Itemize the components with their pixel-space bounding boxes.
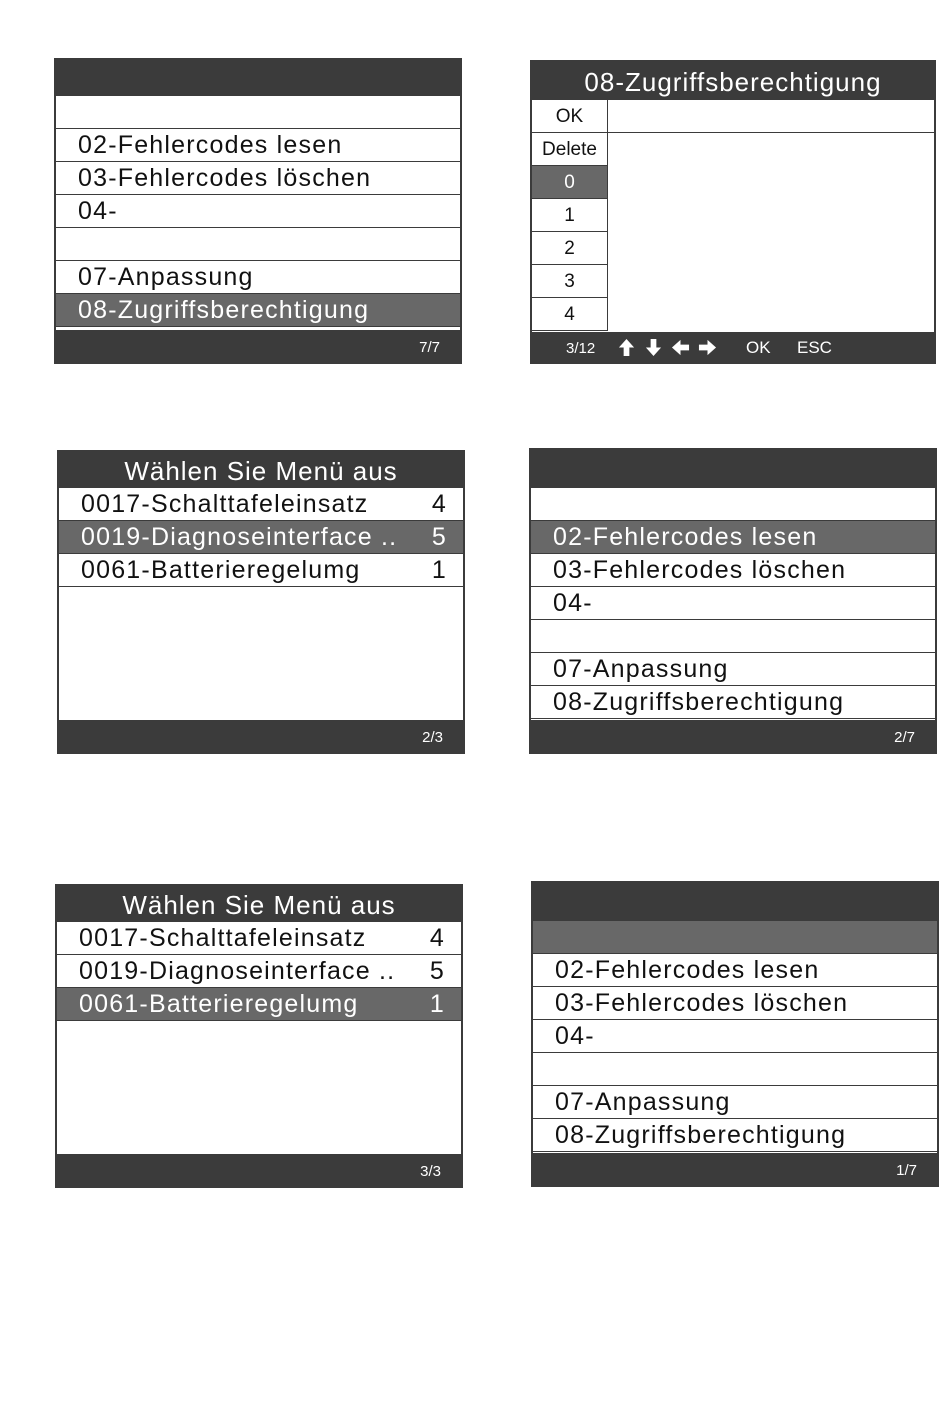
page-indicator: 3/3 bbox=[420, 1163, 441, 1180]
footer-bar bbox=[56, 330, 460, 362]
item-label: 0061-Batterieregelumg bbox=[81, 556, 361, 584]
item-label: 0019-Diagnoseinterface .. bbox=[81, 523, 398, 551]
item-count: 5 bbox=[431, 523, 447, 551]
menu-item-anpassung[interactable]: 07-Anpassung bbox=[533, 1086, 937, 1119]
header-bar bbox=[533, 883, 937, 921]
menu-item-fehlercodes-loeschen[interactable]: 03-Fehlercodes löschen bbox=[531, 554, 935, 587]
menu-list bbox=[533, 921, 937, 1152]
access-code-screen bbox=[530, 60, 936, 364]
menu-item-fehlercodes-lesen[interactable]: 02-Fehlercodes lesen bbox=[533, 954, 937, 987]
function-menu-screen-a bbox=[54, 58, 462, 364]
arrow-left-icon[interactable] bbox=[670, 338, 691, 357]
page-indicator: 3/12 bbox=[566, 340, 596, 357]
menu-item[interactable] bbox=[56, 228, 460, 261]
menu-item-fehlercodes-loeschen[interactable]: 03-Fehlercodes löschen bbox=[56, 162, 460, 195]
header-bar bbox=[56, 60, 460, 96]
item-count: 1 bbox=[429, 990, 445, 1018]
item-label: 0019-Diagnoseinterface .. bbox=[79, 957, 396, 985]
item-count: 4 bbox=[429, 924, 445, 952]
menu-item-04[interactable]: 04- bbox=[533, 1020, 937, 1053]
arrow-right-icon[interactable] bbox=[697, 338, 718, 357]
page-indicator: 7/7 bbox=[419, 339, 440, 356]
arrow-up-icon[interactable] bbox=[616, 338, 637, 357]
menu-item-fehlercodes-loeschen[interactable]: 03-Fehlercodes löschen bbox=[533, 987, 937, 1020]
screen-title: Wählen Sie Menü aus bbox=[59, 452, 463, 488]
menu-item-anpassung[interactable]: 07-Anpassung bbox=[56, 261, 460, 294]
page-indicator: 2/3 bbox=[422, 729, 443, 746]
menu-item-batterieregelumg[interactable] bbox=[57, 988, 461, 1021]
menu-item-schalttafeleinsatz[interactable] bbox=[59, 488, 463, 521]
menu-item-schalttafeleinsatz[interactable] bbox=[57, 922, 461, 955]
menu-item-anpassung[interactable]: 07-Anpassung bbox=[531, 653, 935, 686]
page-indicator: 1/7 bbox=[896, 1162, 917, 1179]
key-delete[interactable]: Delete bbox=[532, 133, 608, 166]
menu-item-fehlercodes-lesen[interactable]: 02-Fehlercodes lesen bbox=[531, 521, 935, 554]
keypad bbox=[532, 100, 608, 331]
screen-title: Wählen Sie Menü aus bbox=[57, 886, 461, 922]
menu-item-04[interactable]: 04- bbox=[531, 587, 935, 620]
menu-list bbox=[531, 488, 935, 719]
page-indicator: 2/7 bbox=[894, 729, 915, 746]
menu-item-diagnoseinterface[interactable] bbox=[59, 521, 463, 554]
menu-item-batterieregelumg[interactable] bbox=[59, 554, 463, 587]
screen-title: 08-Zugriffsberechtigung bbox=[532, 62, 934, 100]
item-label: 0017-Schalttafeleinsatz bbox=[79, 924, 367, 952]
esc-label[interactable]: ESC bbox=[797, 338, 832, 357]
footer-bar bbox=[531, 720, 935, 752]
menu-item[interactable] bbox=[533, 921, 937, 954]
select-menu-screen-c bbox=[57, 450, 465, 754]
item-count: 1 bbox=[431, 556, 447, 584]
item-count: 5 bbox=[429, 957, 445, 985]
menu-item-04[interactable]: 04- bbox=[56, 195, 460, 228]
footer-bar bbox=[533, 1153, 937, 1185]
menu-item-diagnoseinterface[interactable] bbox=[57, 955, 461, 988]
arrow-down-icon[interactable] bbox=[643, 338, 664, 357]
menu-item[interactable] bbox=[56, 96, 460, 129]
menu-list bbox=[56, 96, 460, 327]
item-count: 4 bbox=[431, 490, 447, 518]
ok-label[interactable]: OK bbox=[746, 338, 771, 357]
function-menu-screen-f bbox=[531, 881, 939, 1187]
menu-item[interactable] bbox=[533, 1053, 937, 1086]
key-3[interactable]: 3 bbox=[532, 265, 608, 298]
select-menu-screen-e bbox=[55, 884, 463, 1188]
nav-bar bbox=[532, 332, 934, 362]
code-entry-field[interactable] bbox=[608, 100, 934, 133]
header-bar bbox=[531, 450, 935, 488]
menu-list bbox=[59, 488, 463, 587]
arrow-keys bbox=[616, 338, 718, 357]
footer-bar bbox=[59, 720, 463, 752]
function-menu-screen-d bbox=[529, 448, 937, 754]
item-label: 0061-Batterieregelumg bbox=[79, 990, 359, 1018]
menu-item[interactable] bbox=[531, 488, 935, 521]
menu-item[interactable] bbox=[531, 620, 935, 653]
item-label: 0017-Schalttafeleinsatz bbox=[81, 490, 369, 518]
menu-item-zugriffsberechtigung[interactable]: 08-Zugriffsberechtigung bbox=[531, 686, 935, 719]
key-4[interactable]: 4 bbox=[532, 298, 608, 331]
key-1[interactable]: 1 bbox=[532, 199, 608, 232]
menu-list bbox=[57, 922, 461, 1021]
menu-item-zugriffsberechtigung[interactable]: 08-Zugriffsberechtigung bbox=[56, 294, 460, 327]
footer-bar bbox=[57, 1154, 461, 1186]
menu-item-fehlercodes-lesen[interactable]: 02-Fehlercodes lesen bbox=[56, 129, 460, 162]
menu-item-zugriffsberechtigung[interactable]: 08-Zugriffsberechtigung bbox=[533, 1119, 937, 1152]
key-ok[interactable]: OK bbox=[532, 100, 608, 133]
key-2[interactable]: 2 bbox=[532, 232, 608, 265]
key-0[interactable]: 0 bbox=[532, 166, 608, 199]
